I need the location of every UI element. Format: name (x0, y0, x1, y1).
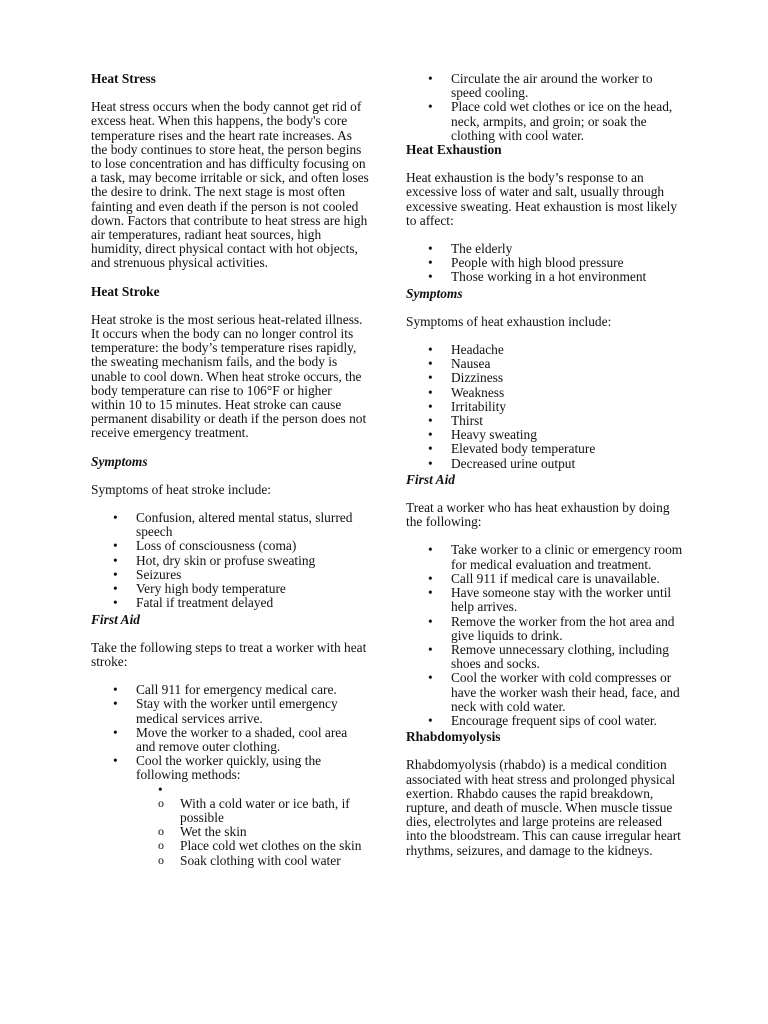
heat-stroke-heading: Heat Stroke (91, 283, 160, 299)
sub-list-item: o Place cold wet clothes on the skin (91, 839, 369, 853)
list-item: • Call 911 if medical care is unavailable. (406, 572, 686, 586)
heat-stroke-symptoms-intro: Symptoms of heat stroke include: (91, 481, 272, 497)
list-item: • Move the worker to a shaded, cool area and remove outer clothing. (91, 726, 369, 754)
list-item: • Those working in a hot environment (406, 270, 686, 284)
heat-stroke-symptoms-heading: Symptoms (91, 453, 148, 469)
rhabdo-heading: Rhabdomyolysis (406, 729, 501, 745)
sub-list-item: o With a cold water or ice bath, if possible (91, 797, 369, 825)
list-item: • Remove the worker from the hot area and give liquids to drink. (406, 615, 686, 643)
heat-exhaustion-first-aid-intro: Treat a worker who has heat exhaustion by doing the following: (406, 500, 670, 530)
sub-list-item: o Wet the skin (91, 825, 369, 839)
heat-stress-heading: Heat Stress (91, 71, 156, 86)
list-item: • Irritability (406, 400, 686, 414)
list-item: • People with high blood pressure (406, 256, 686, 270)
list-item: • Elevated body temperature (406, 442, 686, 456)
heat-stroke-first-aid-continued (406, 72, 686, 143)
list-item: • Hot, dry skin or profuse sweating (91, 554, 369, 568)
right-column (406, 72, 686, 858)
sub-list-item (91, 783, 369, 797)
list-item: • Weakness (406, 386, 686, 400)
heat-exhaustion-symptoms-heading: Symptoms (406, 285, 463, 301)
list-item: • Thirst (406, 414, 686, 428)
list-item: • Seizures (91, 568, 369, 582)
list-item: • Headache (406, 343, 686, 357)
sub-list-item: o Soak clothing with cool water (91, 854, 369, 868)
heat-exhaustion-affected-list (406, 242, 686, 285)
list-item: • Heavy sweating (406, 428, 686, 442)
heat-exhaustion-symptoms-list (406, 343, 686, 471)
heat-stroke-paragraph: Heat stroke is the most serious heat-related illness. It occurs when the body can no longer control its temperature: the body’s temperature rises rapidly, the sweating mechanism fails, and the body is unable to cool down. When heat stroke occurs, the body temperature can rise to 106°F or higher within 10 to 15 minutes. Heat stroke can cause permanent disability or death if the person does not receive emergency treatment. (91, 311, 367, 441)
list-item: • Take worker to a clinic or emergency room for medical evaluation and treatment. (406, 543, 686, 571)
heat-exhaustion-symptoms-intro: Symptoms of heat exhaustion include: (406, 313, 612, 329)
list-item: • Circulate the air around the worker to speed cooling. (406, 72, 686, 100)
list-item: • Nausea (406, 357, 686, 371)
left-column (91, 72, 369, 868)
list-item: • Have someone stay with the worker until help arrives. (406, 586, 686, 614)
list-item: • Place cold wet clothes or ice on the head, neck, armpits, and groin; or soak the clothing with cool water. (406, 100, 686, 143)
list-item: • Call 911 for emergency medical care. (91, 683, 369, 697)
list-item: • Decreased urine output (406, 457, 686, 471)
list-item: • Dizziness (406, 371, 686, 385)
heat-stroke-first-aid-heading: First Aid (91, 611, 140, 627)
cooling-methods-list (91, 783, 369, 868)
list-item: • Fatal if treatment delayed (91, 596, 369, 610)
heat-stress-paragraph: Heat stress occurs when the body cannot get rid of excess heat. When this happens, the body's core temperature rises and the heart rate increases. As the body continues to store heat, the person begins to lose concentration and has difficulty focusing on a task, may become irritable or sick, and often loses the desire to drink. The next stage is most often fainting and even death if the person is not cooled down. Factors that contribute to heat stress are high air temperatures, radiant heat sources, high humidity, direct physical contact with hot objects, and strenuous physical activities. (91, 99, 369, 271)
list-item (91, 754, 369, 868)
list-item: • Cool the worker with cold compresses or have the worker wash their head, face, and neck with cold water. (406, 671, 686, 714)
heat-stroke-symptoms-list (91, 511, 369, 610)
heat-exhaustion-paragraph: Heat exhaustion is the body’s response to an excessive loss of water and salt, usually through excessive sweating. Heat exhaustion is most likely to affect: (406, 170, 678, 228)
heat-exhaustion-first-aid-heading: First Aid (406, 471, 455, 487)
rhabdo-paragraph: Rhabdomyolysis (rhabdo) is a medical condition associated with heat stress and prolonged physical exertion. Rhabdo causes the rapid breakdown, rupture, and death of muscle. When muscle tissue dies, electrolytes and large proteins are released into the bloodstream. This can cause irregular heart rhythms, seizures, and damage to the kidneys. (406, 757, 681, 858)
list-item: • Loss of consciousness (coma) (91, 539, 369, 553)
heat-exhaustion-first-aid-list (406, 543, 686, 728)
list-item: • Very high body temperature (91, 582, 369, 596)
list-item: • Encourage frequent sips of cool water. (406, 714, 686, 728)
list-item: • The elderly (406, 242, 686, 256)
list-item: • Confusion, altered mental status, slurred speech (91, 511, 369, 539)
list-item-text: Cool the worker quickly, using the following methods: (136, 753, 322, 783)
heat-exhaustion-heading: Heat Exhaustion (406, 142, 502, 158)
list-item: • Remove unnecessary clothing, including shoes and socks. (406, 643, 686, 671)
list-item: • Stay with the worker until emergency medical services arrive. (91, 697, 369, 725)
heat-stroke-first-aid-list (91, 683, 369, 868)
heat-stroke-first-aid-intro: Take the following steps to treat a worker with heat stroke: (91, 639, 367, 669)
